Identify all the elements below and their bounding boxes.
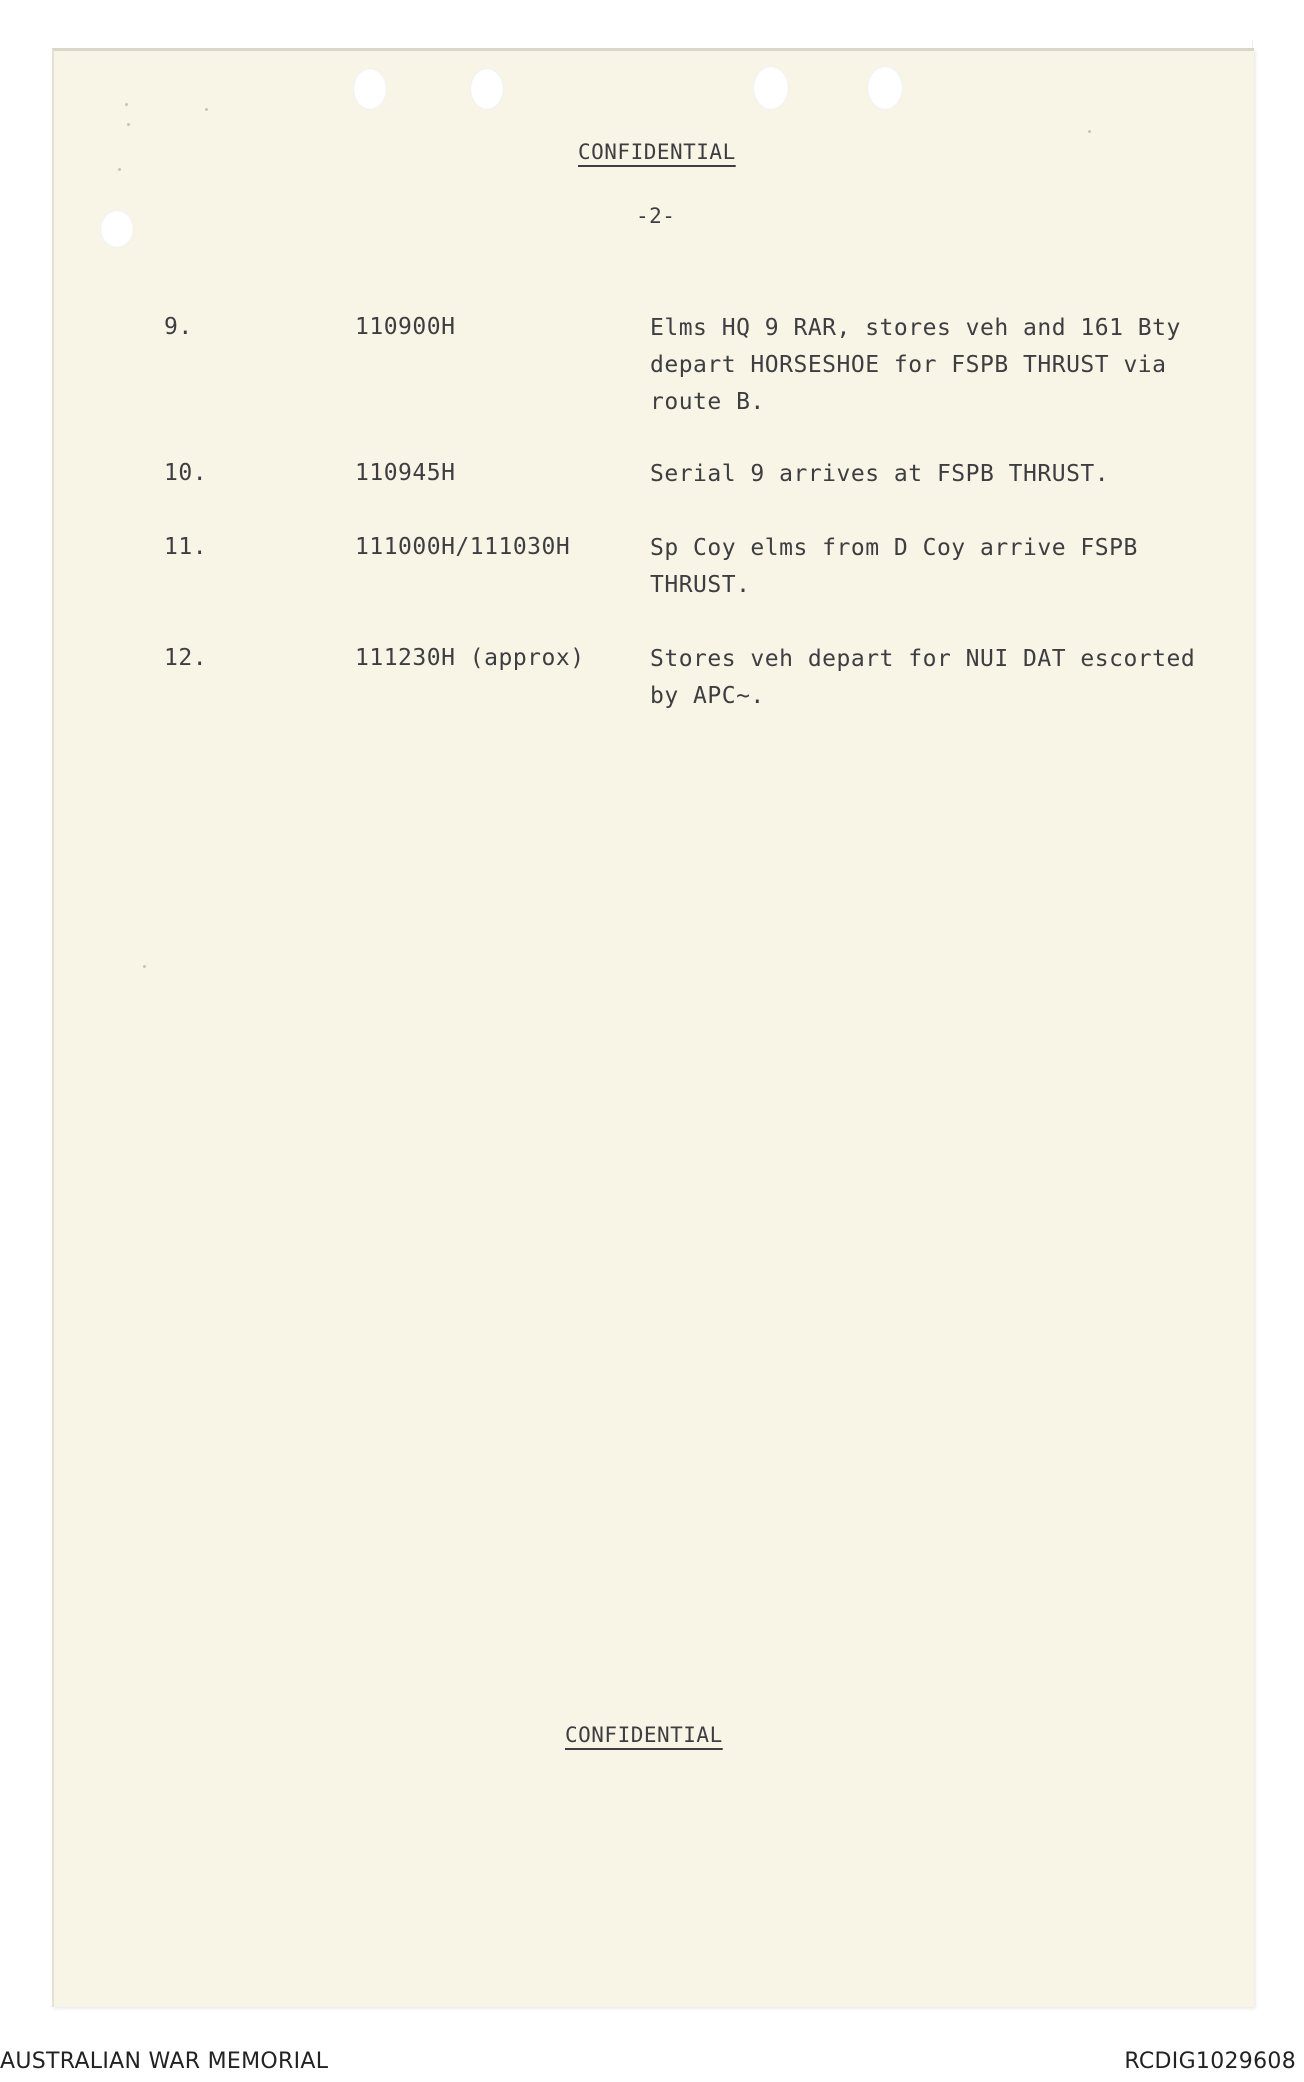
punch-hole <box>470 68 504 110</box>
row-serial: 9. <box>164 314 193 340</box>
paper-speck <box>143 965 146 968</box>
classification-footer: CONFIDENTIAL <box>565 1723 723 1747</box>
row-serial: 10. <box>164 460 208 486</box>
page-number: -2- <box>636 204 676 228</box>
classification-header: CONFIDENTIAL <box>578 140 736 164</box>
punch-hole <box>753 66 789 110</box>
row-description: Sp Coy elms from D Coy arrive FSPB THRUST. <box>650 535 1138 598</box>
row-time: 111230H (approx) <box>355 645 585 671</box>
paper-speck <box>125 103 128 106</box>
row-time: 110900H <box>355 314 456 340</box>
paper-speck <box>1088 130 1091 133</box>
row-time: 110945H <box>355 460 456 486</box>
punch-hole <box>353 68 387 110</box>
page-right-margin <box>1252 40 1304 2004</box>
row-description: Stores veh depart for NUI DAT escorted by APC~. <box>650 646 1196 709</box>
institution-credit: AUSTRALIAN WAR MEMORIAL <box>0 2049 329 2074</box>
record-id: RCDIG1029608 <box>1124 2049 1296 2074</box>
row-description: Serial 9 arrives at FSPB THRUST. <box>650 461 1110 487</box>
paper-speck <box>205 108 208 111</box>
punch-hole <box>867 66 903 110</box>
row-serial: 12. <box>164 645 208 671</box>
paper-speck <box>127 123 130 126</box>
row-serial: 11. <box>164 534 208 560</box>
punch-hole <box>100 210 134 248</box>
row-description: Elms HQ 9 RAR, stores veh and 161 Bty depart HORSESHOE for FSPB THRUST via route B. <box>650 315 1181 415</box>
paper-speck <box>118 168 121 171</box>
row-time: 111000H/111030H <box>355 534 571 560</box>
